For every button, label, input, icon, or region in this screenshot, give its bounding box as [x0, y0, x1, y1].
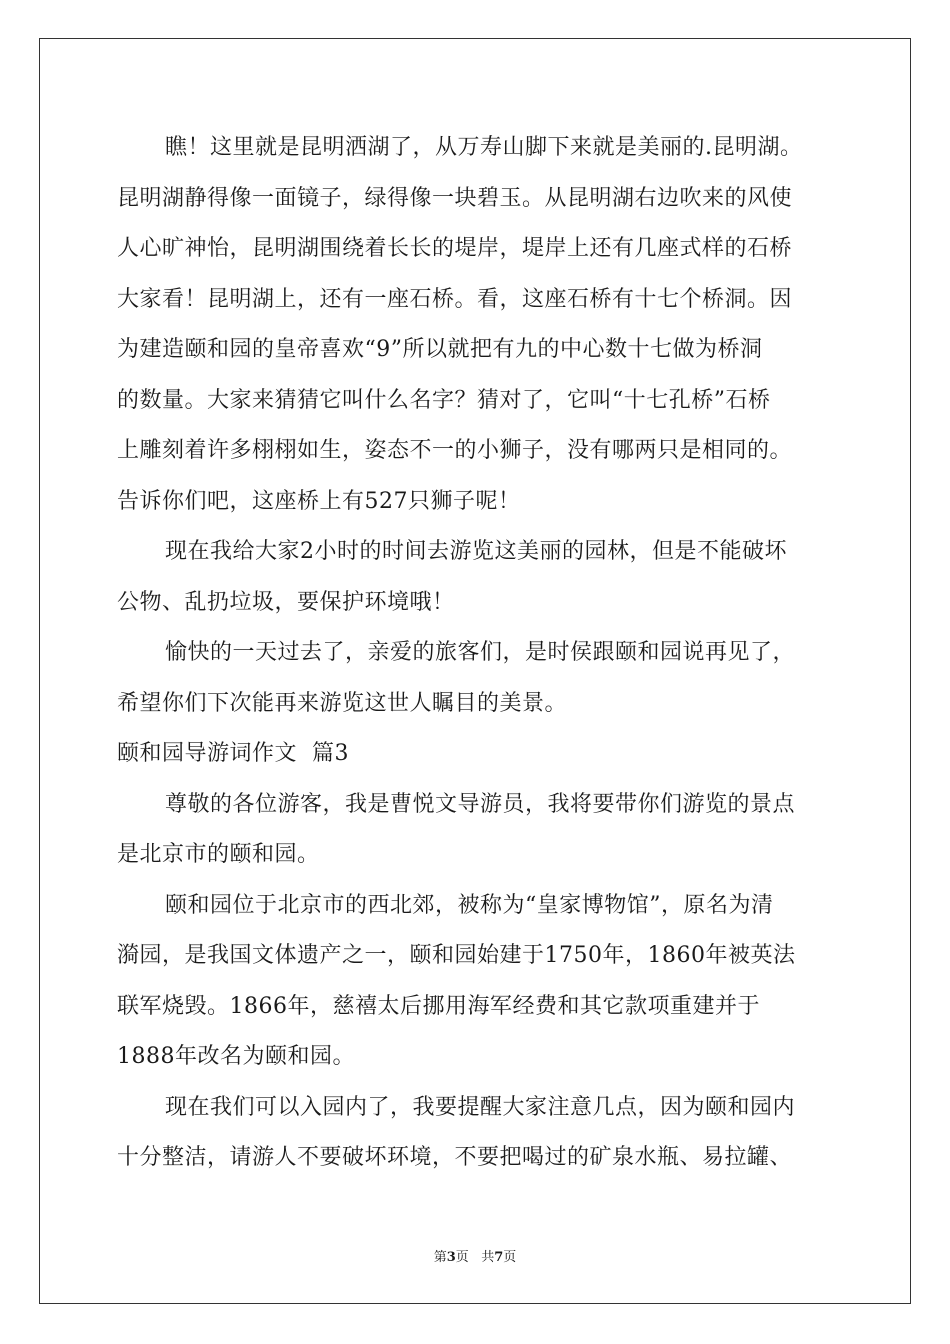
text-line: 人心旷神怡，昆明湖围绕着长长的堤岸，堤岸上还有几座式样的石桥 — [117, 236, 793, 261]
text-line: 颐和园位于北京市的西北郊，被称为“皇家博物馆”，原名为清 — [165, 892, 774, 918]
text-line: 瞧！这里就是昆明洒湖了，从万寿山脚下来就是美丽的.昆明湖。 — [165, 135, 803, 160]
text-line: 上雕刻着许多栩栩如生，姿态不一的小狮子，没有哪两只是相同的。 — [117, 438, 793, 463]
text-line: 尊敬的各位游客，我是曹悦文导游员，我将要带你们游览的景点 — [165, 791, 796, 817]
page-total: 7 — [494, 1250, 504, 1265]
page-current: 3 — [446, 1250, 456, 1265]
document-body — [117, 130, 837, 1191]
total-prefix: 共 — [481, 1250, 495, 1265]
text-line: 告诉你们吧，这座桥上有527只狮子呢！ — [117, 488, 521, 514]
text-line: 昆明湖静得像一面镜子，绿得像一块碧玉。从昆明湖右边吹来的风使 — [117, 185, 793, 211]
total-suffix: 页 — [503, 1250, 517, 1265]
section-heading: 颐和园导游词作文 篇3 — [117, 741, 349, 766]
text-line: 现在我给大家2小时的时间去游览这美丽的园林，但是不能破坏 — [165, 539, 787, 564]
text-line: 十分整洁，请游人不要破坏环境，不要把喝过的矿泉水瓶、易拉罐、 — [117, 1145, 793, 1170]
text-line: 的数量。大家来猜猜它叫什么名字？猜对了，它叫“十七孔桥”石桥 — [117, 387, 771, 413]
text-line: 公物、乱扔垃圾，要保护环境哦！ — [117, 589, 455, 615]
page-footer — [0, 1246, 950, 1265]
text-line: 联军烧毁。1866年，慈禧太后挪用海军经费和其它款项重建并于 — [117, 993, 760, 1019]
text-line: 漪园，是我国文体遗产之一，颐和园始建于1750年，1860年被英法 — [117, 943, 796, 968]
page-prefix: 第 — [433, 1250, 447, 1265]
text-line: 是北京市的颐和园。 — [117, 842, 320, 867]
text-line: 大家看！昆明湖上，还有一座石桥。看，这座石桥有十七个桥洞。因 — [117, 286, 793, 312]
page-suffix: 页 — [455, 1250, 469, 1265]
text-line: 现在我们可以入园内了，我要提醒大家注意几点，因为颐和园内 — [165, 1094, 796, 1120]
text-line: 愉快的一天过去了，亲爱的旅客们，是时侯跟颐和园说再见了， — [165, 640, 796, 665]
text-line: 希望你们下次能再来游览这世人瞩目的美景。 — [117, 690, 568, 716]
text-line: 1888年改名为颐和园。 — [117, 1044, 355, 1069]
text-line: 为建造颐和园的皇帝喜欢“9”所以就把有九的中心数十七做为桥洞 — [117, 337, 763, 362]
